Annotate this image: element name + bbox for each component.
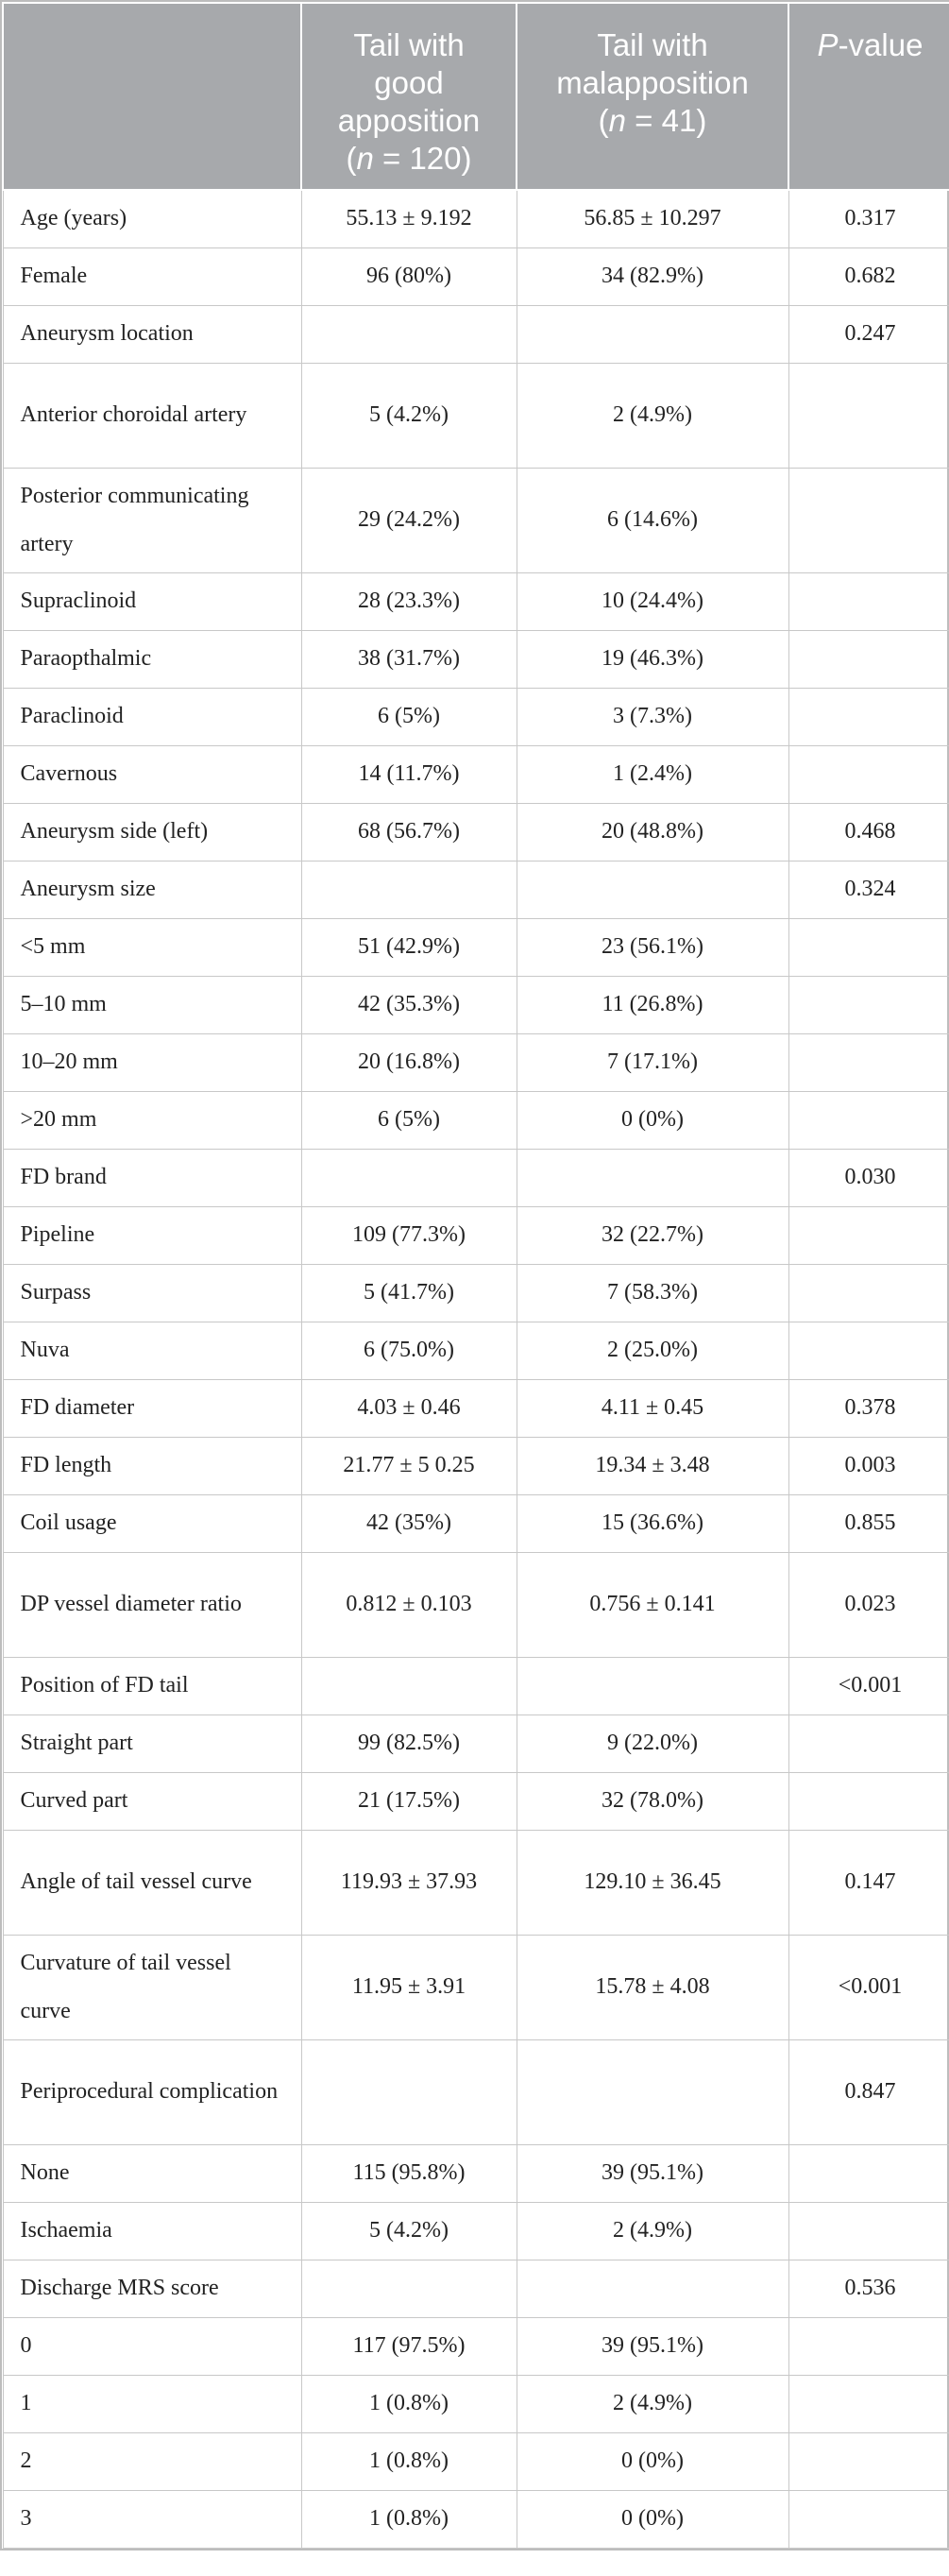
p-value-cell: 0.003 xyxy=(788,1437,949,1494)
table-row xyxy=(3,1552,949,1657)
p-value-cell xyxy=(788,1206,949,1264)
p-value-cell xyxy=(788,468,949,572)
row-label-cell: Aneurysm location xyxy=(3,305,301,363)
table-row xyxy=(3,1657,949,1714)
table-row xyxy=(3,688,949,745)
malapposition-cell: 15.78 ± 4.08 xyxy=(517,1935,788,2039)
malapposition-cell: 39 (95.1%) xyxy=(517,2144,788,2202)
row-label-cell: FD diameter xyxy=(3,1379,301,1437)
malapposition-cell: 2 (25.0%) xyxy=(517,1322,788,1379)
good-apposition-cell xyxy=(301,861,517,918)
row-label-cell: Paraclinoid xyxy=(3,688,301,745)
p-value-cell xyxy=(788,2490,949,2548)
row-label-cell: FD length xyxy=(3,1437,301,1494)
p-value-cell: 0.147 xyxy=(788,1830,949,1935)
malapposition-cell: 39 (95.1%) xyxy=(517,2317,788,2375)
good-apposition-cell: 5 (41.7%) xyxy=(301,1264,517,1322)
table-row xyxy=(3,1091,949,1149)
table-row xyxy=(3,1494,949,1552)
table-row xyxy=(3,2375,949,2432)
malapposition-cell: 129.10 ± 36.45 xyxy=(517,1830,788,1935)
table-row xyxy=(3,2202,949,2260)
p-value-cell xyxy=(788,745,949,803)
malapposition-cell xyxy=(517,1657,788,1714)
good-apposition-cell: 51 (42.9%) xyxy=(301,918,517,976)
row-label-cell: Female xyxy=(3,247,301,305)
row-label-cell: 0 xyxy=(3,2317,301,2375)
row-label-cell: Discharge MRS score xyxy=(3,2260,301,2317)
table-row xyxy=(3,2039,949,2144)
malapposition-cell xyxy=(517,2039,788,2144)
p-value-cell xyxy=(788,976,949,1033)
good-apposition-cell: 4.03 ± 0.46 xyxy=(301,1379,517,1437)
good-apposition-cell xyxy=(301,305,517,363)
malapposition-cell: 7 (17.1%) xyxy=(517,1033,788,1091)
row-label-cell: 3 xyxy=(3,2490,301,2548)
good-apposition-cell: 99 (82.5%) xyxy=(301,1714,517,1772)
malapposition-cell: 0 (0%) xyxy=(517,2490,788,2548)
p-value-cell xyxy=(788,572,949,630)
row-label-cell: None xyxy=(3,2144,301,2202)
good-apposition-cell: 21 (17.5%) xyxy=(301,1772,517,1830)
good-apposition-cell xyxy=(301,2260,517,2317)
row-label-cell: Cavernous xyxy=(3,745,301,803)
good-apposition-cell: 20 (16.8%) xyxy=(301,1033,517,1091)
row-label-cell: >20 mm xyxy=(3,1091,301,1149)
table-row xyxy=(3,745,949,803)
good-apposition-cell: 5 (4.2%) xyxy=(301,2202,517,2260)
header-p-value: P-value xyxy=(788,3,949,190)
p-value-cell: 0.536 xyxy=(788,2260,949,2317)
malapposition-cell xyxy=(517,1149,788,1206)
row-label-cell: 5–10 mm xyxy=(3,976,301,1033)
good-apposition-cell: 42 (35%) xyxy=(301,1494,517,1552)
p-value-cell: 0.378 xyxy=(788,1379,949,1437)
row-label-cell: FD brand xyxy=(3,1149,301,1206)
p-value-cell xyxy=(788,1264,949,1322)
table-row xyxy=(3,2432,949,2490)
malapposition-cell: 9 (22.0%) xyxy=(517,1714,788,1772)
malapposition-cell: 11 (26.8%) xyxy=(517,976,788,1033)
table-row xyxy=(3,305,949,363)
p-value-cell: <0.001 xyxy=(788,1935,949,2039)
p-value-cell xyxy=(788,1322,949,1379)
malapposition-cell: 2 (4.9%) xyxy=(517,2202,788,2260)
good-apposition-cell: 1 (0.8%) xyxy=(301,2432,517,2490)
table-row xyxy=(3,630,949,688)
row-label-cell: Posterior communicating artery xyxy=(3,468,301,572)
header-good-apposition: Tail with good apposition (n = 120) xyxy=(301,3,517,190)
good-apposition-cell: 55.13 ± 9.192 xyxy=(301,190,517,247)
row-label-cell: Periprocedural complication xyxy=(3,2039,301,2144)
table-row xyxy=(3,1264,949,1322)
malapposition-cell: 23 (56.1%) xyxy=(517,918,788,976)
table-row xyxy=(3,572,949,630)
malapposition-cell: 20 (48.8%) xyxy=(517,803,788,861)
row-label-cell: Surpass xyxy=(3,1264,301,1322)
good-apposition-cell: 6 (5%) xyxy=(301,1091,517,1149)
good-apposition-cell: 6 (75.0%) xyxy=(301,1322,517,1379)
table-row xyxy=(3,1206,949,1264)
table-row xyxy=(3,1772,949,1830)
malapposition-cell xyxy=(517,861,788,918)
row-label-cell: 1 xyxy=(3,2375,301,2432)
good-apposition-cell: 6 (5%) xyxy=(301,688,517,745)
good-apposition-cell: 117 (97.5%) xyxy=(301,2317,517,2375)
p-value-cell xyxy=(788,1091,949,1149)
good-apposition-cell: 42 (35.3%) xyxy=(301,976,517,1033)
row-label-cell: Coil usage xyxy=(3,1494,301,1552)
p-value-cell: 0.030 xyxy=(788,1149,949,1206)
row-label-cell: Position of FD tail xyxy=(3,1657,301,1714)
table-row xyxy=(3,976,949,1033)
p-value-cell: 0.847 xyxy=(788,2039,949,2144)
p-value-cell: <0.001 xyxy=(788,1657,949,1714)
p-value-cell xyxy=(788,1772,949,1830)
table-row xyxy=(3,190,949,247)
header-row xyxy=(3,3,949,190)
malapposition-cell: 19 (46.3%) xyxy=(517,630,788,688)
malapposition-cell: 34 (82.9%) xyxy=(517,247,788,305)
table-row xyxy=(3,2144,949,2202)
p-value-cell: 0.682 xyxy=(788,247,949,305)
table-body xyxy=(3,190,949,2548)
p-value-cell xyxy=(788,2202,949,2260)
p-value-cell xyxy=(788,2375,949,2432)
p-value-cell xyxy=(788,1714,949,1772)
malapposition-cell: 0 (0%) xyxy=(517,1091,788,1149)
table-row xyxy=(3,363,949,468)
malapposition-cell: 15 (36.6%) xyxy=(517,1494,788,1552)
malapposition-cell xyxy=(517,2260,788,2317)
row-label-cell: Aneurysm size xyxy=(3,861,301,918)
p-value-cell: 0.324 xyxy=(788,861,949,918)
good-apposition-cell: 11.95 ± 3.91 xyxy=(301,1935,517,2039)
table-row xyxy=(3,1437,949,1494)
good-apposition-cell: 14 (11.7%) xyxy=(301,745,517,803)
p-value-cell: 0.023 xyxy=(788,1552,949,1657)
p-value-cell xyxy=(788,363,949,468)
table-row xyxy=(3,2490,949,2548)
header-empty-cell xyxy=(3,3,301,190)
malapposition-cell: 32 (22.7%) xyxy=(517,1206,788,1264)
malapposition-cell: 19.34 ± 3.48 xyxy=(517,1437,788,1494)
good-apposition-cell: 119.93 ± 37.93 xyxy=(301,1830,517,1935)
table-row xyxy=(3,803,949,861)
good-apposition-cell xyxy=(301,1149,517,1206)
header-malapposition: Tail with malapposition (n = 41) xyxy=(517,3,788,190)
row-label-cell: Age (years) xyxy=(3,190,301,247)
good-apposition-cell: 96 (80%) xyxy=(301,247,517,305)
p-value-cell: 0.468 xyxy=(788,803,949,861)
row-label-cell: Curved part xyxy=(3,1772,301,1830)
row-label-cell: 2 xyxy=(3,2432,301,2490)
table-row xyxy=(3,918,949,976)
table-row xyxy=(3,1714,949,1772)
malapposition-cell xyxy=(517,305,788,363)
good-apposition-cell: 109 (77.3%) xyxy=(301,1206,517,1264)
p-value-cell: 0.855 xyxy=(788,1494,949,1552)
row-label-cell: Straight part xyxy=(3,1714,301,1772)
row-label-cell: 10–20 mm xyxy=(3,1033,301,1091)
table-row xyxy=(3,468,949,572)
good-apposition-cell: 1 (0.8%) xyxy=(301,2490,517,2548)
row-label-cell: Angle of tail vessel curve xyxy=(3,1830,301,1935)
malapposition-cell: 3 (7.3%) xyxy=(517,688,788,745)
row-label-cell: Supraclinoid xyxy=(3,572,301,630)
table-row xyxy=(3,1149,949,1206)
malapposition-cell: 10 (24.4%) xyxy=(517,572,788,630)
good-apposition-cell xyxy=(301,1657,517,1714)
row-label-cell: Curvature of tail vessel curve xyxy=(3,1935,301,2039)
table-row xyxy=(3,247,949,305)
malapposition-cell: 0 (0%) xyxy=(517,2432,788,2490)
row-label-cell: Ischaemia xyxy=(3,2202,301,2260)
good-apposition-cell xyxy=(301,2039,517,2144)
malapposition-cell: 7 (58.3%) xyxy=(517,1264,788,1322)
good-apposition-cell: 21.77 ± 5 0.25 xyxy=(301,1437,517,1494)
good-apposition-cell: 5 (4.2%) xyxy=(301,363,517,468)
malapposition-cell: 56.85 ± 10.297 xyxy=(517,190,788,247)
good-apposition-cell: 115 (95.8%) xyxy=(301,2144,517,2202)
p-value-cell xyxy=(788,1033,949,1091)
malapposition-cell: 0.756 ± 0.141 xyxy=(517,1552,788,1657)
row-label-cell: Pipeline xyxy=(3,1206,301,1264)
p-value-cell xyxy=(788,688,949,745)
p-value-cell xyxy=(788,2144,949,2202)
table-row xyxy=(3,1935,949,2039)
malapposition-cell: 4.11 ± 0.45 xyxy=(517,1379,788,1437)
row-label-cell: Paraopthalmic xyxy=(3,630,301,688)
table-row xyxy=(3,1033,949,1091)
table-row xyxy=(3,2317,949,2375)
good-apposition-cell: 29 (24.2%) xyxy=(301,468,517,572)
table-row xyxy=(3,861,949,918)
p-value-cell xyxy=(788,2432,949,2490)
row-label-cell: <5 mm xyxy=(3,918,301,976)
table-row xyxy=(3,1322,949,1379)
row-label-cell: Aneurysm side (left) xyxy=(3,803,301,861)
good-apposition-cell: 68 (56.7%) xyxy=(301,803,517,861)
table-row xyxy=(3,1379,949,1437)
malapposition-cell: 1 (2.4%) xyxy=(517,745,788,803)
p-value-cell: 0.317 xyxy=(788,190,949,247)
p-value-cell xyxy=(788,2317,949,2375)
good-apposition-cell: 28 (23.3%) xyxy=(301,572,517,630)
row-label-cell: Nuva xyxy=(3,1322,301,1379)
malapposition-cell: 2 (4.9%) xyxy=(517,2375,788,2432)
p-value-cell: 0.247 xyxy=(788,305,949,363)
p-value-cell xyxy=(788,918,949,976)
malapposition-cell: 32 (78.0%) xyxy=(517,1772,788,1830)
row-label-cell: Anterior choroidal artery xyxy=(3,363,301,468)
good-apposition-cell: 1 (0.8%) xyxy=(301,2375,517,2432)
table-row xyxy=(3,2260,949,2317)
table-row xyxy=(3,1830,949,1935)
row-label-cell: DP vessel diameter ratio xyxy=(3,1552,301,1657)
comparison-table xyxy=(2,2,949,2549)
good-apposition-cell: 38 (31.7%) xyxy=(301,630,517,688)
malapposition-cell: 2 (4.9%) xyxy=(517,363,788,468)
malapposition-cell: 6 (14.6%) xyxy=(517,468,788,572)
p-value-cell xyxy=(788,630,949,688)
good-apposition-cell: 0.812 ± 0.103 xyxy=(301,1552,517,1657)
